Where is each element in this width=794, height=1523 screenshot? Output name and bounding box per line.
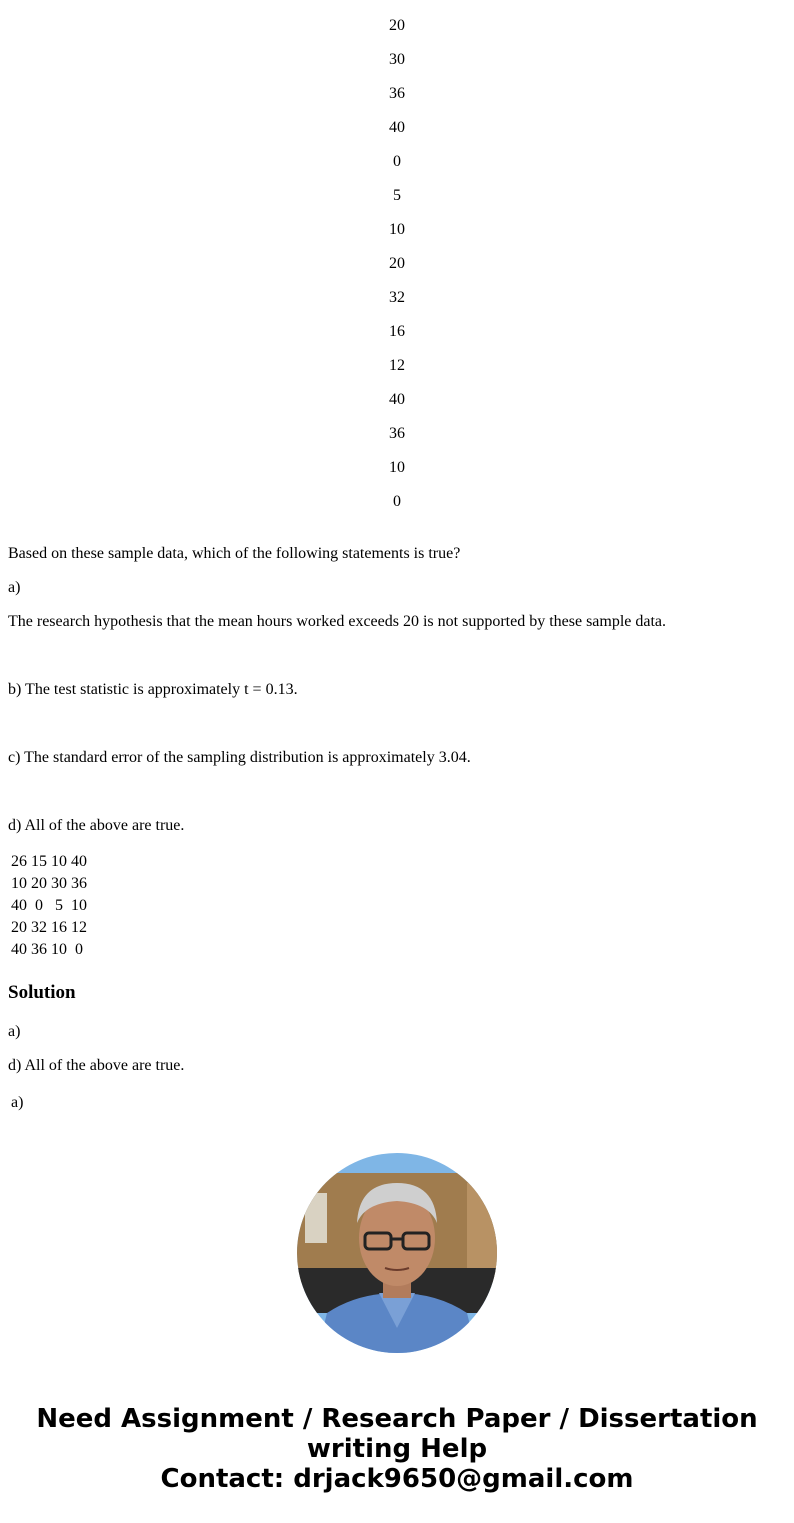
table-cell: 12 [71, 919, 87, 936]
footer-line-2: writing Help [306, 1434, 488, 1464]
table-row [8, 917, 88, 939]
table-row [8, 939, 88, 961]
option-a-label: a) [8, 579, 21, 596]
data-value: 40 [389, 391, 405, 408]
table-cell: 10 [51, 941, 67, 958]
option-a-text: The research hypothesis that the mean hours worked exceeds 20 is not supported by these sample data. [8, 613, 667, 630]
data-value: 40 [389, 119, 405, 136]
table-cell: 32 [31, 919, 47, 936]
table-row [8, 873, 88, 895]
data-value-list [0, 14, 794, 524]
data-value: 30 [389, 51, 405, 68]
table-cell: 40 [11, 941, 27, 958]
author-photo-icon [297, 1153, 497, 1353]
table-cell: 10 [51, 853, 67, 870]
data-value: 20 [389, 255, 405, 272]
data-value: 0 [393, 153, 401, 170]
table-cell: 30 [51, 875, 67, 892]
option-b-text: b) The test statistic is approximately t = 0.13. [8, 681, 298, 698]
table-row [8, 851, 88, 873]
solution-trailing-a: a) [11, 1094, 24, 1111]
data-value: 16 [389, 323, 405, 340]
data-value: 10 [389, 221, 405, 238]
table-row [8, 895, 88, 917]
data-value: 32 [389, 289, 405, 306]
footer-line-1: Need Assignment / Research Paper / Dissertation [36, 1404, 758, 1434]
data-value: 36 [389, 85, 405, 102]
option-d-text: d) All of the above are true. [8, 817, 185, 834]
table-cell: 40 [71, 853, 87, 870]
table-cell: 5 [55, 897, 63, 914]
data-value: 10 [389, 459, 405, 476]
table-cell: 0 [75, 941, 83, 958]
data-value: 36 [389, 425, 405, 442]
data-value: 0 [393, 493, 401, 510]
table-cell: 10 [11, 875, 27, 892]
table-cell: 10 [71, 897, 87, 914]
contact-footer [0, 1404, 794, 1494]
table-cell: 15 [31, 853, 47, 870]
data-value: 12 [389, 357, 405, 374]
footer-contact[interactable]: Contact: drjack9650@gmail.com [160, 1464, 634, 1494]
solution-heading: Solution [8, 982, 76, 1003]
author-avatar [297, 1153, 497, 1353]
data-value: 20 [389, 17, 405, 34]
data-value: 5 [393, 187, 401, 204]
table-cell: 20 [11, 919, 27, 936]
table-cell: 36 [31, 941, 47, 958]
table-cell: 20 [31, 875, 47, 892]
table-cell: 0 [35, 897, 43, 914]
question-text: Based on these sample data, which of the following statements is true? [8, 545, 461, 562]
data-table [8, 851, 88, 961]
table-cell: 36 [71, 875, 87, 892]
table-cell: 26 [11, 853, 27, 870]
table-cell: 16 [51, 919, 67, 936]
option-c-text: c) The standard error of the sampling distribution is approximately 3.04. [8, 749, 471, 766]
solution-answer-a: a) [8, 1023, 21, 1040]
table-cell: 40 [11, 897, 27, 914]
solution-answer-d: d) All of the above are true. [8, 1057, 185, 1074]
